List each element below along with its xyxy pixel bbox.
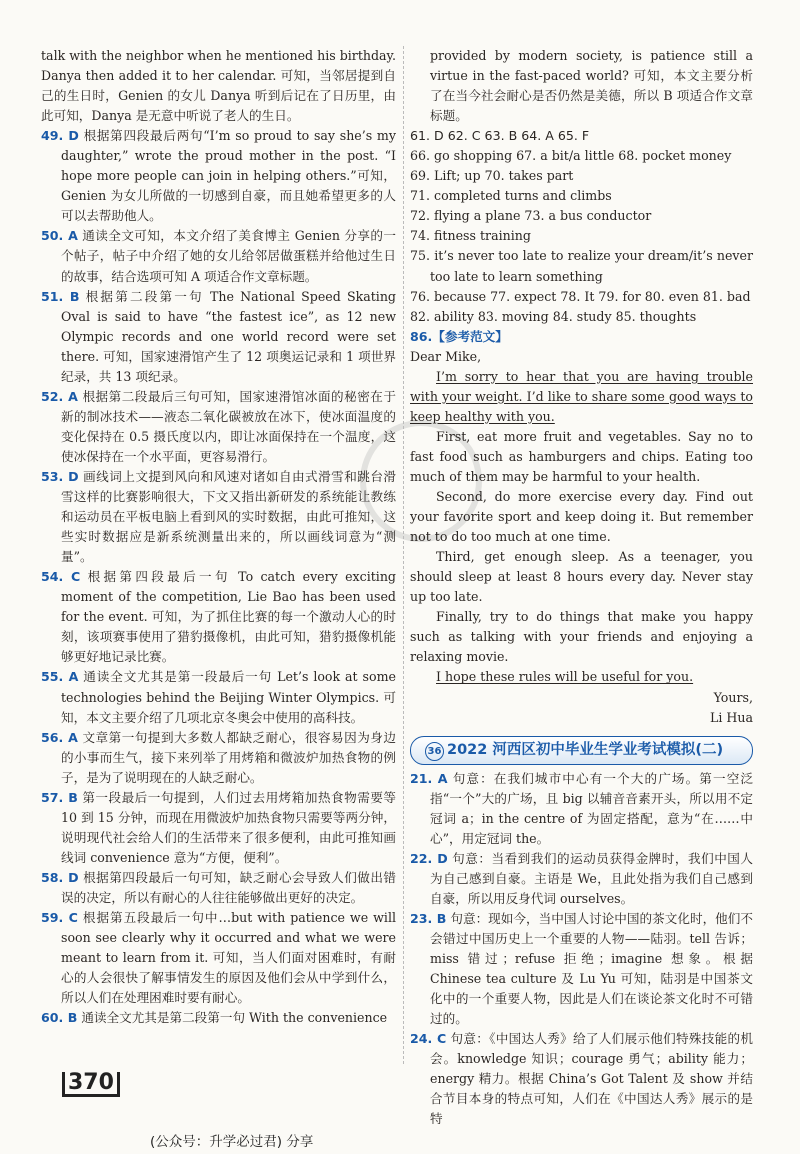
explanation-item: 55. A 通读全文尤其是第一段最后一句 Let’s look at some technologies behind the Beijing Winter Olympics. 可知，本文主要介绍了几项北京冬奥会中使用的高科技。 <box>41 669 396 725</box>
explanation-item: 52. A 根据第二段最后三句可知，国家速滑馆冰面的秘密在于新的制冰技术——液态二氧化碳被放在冰下，使冰面温度的变化保持在 0.5 摄氏度以内，即让冰面保持在一个温度，这使冰保持在一个水平面，更容易滑行。 <box>41 388 396 464</box>
explanation-item: 21. A 句意：在我们城市中心有一个大的广场。第一空泛指“一个”大的广场，且 big 以辅音音素开头，所以用不定冠词 a；in the centre of 为固定搭配，意为“在……中心”，用定冠词 the。 <box>410 770 754 846</box>
essay-paragraph: I’m sorry to hear that you are having trouble with your weight. I’d like to share some good ways to keep healthy with you. <box>410 368 753 424</box>
answer-row: 76. because 77. expect 78. It 79. for 80. even 81. bad <box>410 288 751 304</box>
explanation-item: 50. A 通读全文可知，本文介绍了美食博主 Genien 分享的一个帖子，帖子中介绍了她的女儿给邻居做蛋糕并给他过生日的故事，结合选项可知 A 项适合作文章标题。 <box>41 228 396 284</box>
answer-row: 66. go shopping 67. a bit/a little 68. pocket money <box>410 148 732 164</box>
explanation-item: 58. D 根据第四段最后一句可知，缺乏耐心会导致人们做出错误的决定，所以有耐心的人往往能够做出更好的决定。 <box>41 869 396 905</box>
explanation-item: 24. C 句意：《中国达人秀》给了人们展示他们特殊技能的机会。knowledge 知识；courage 勇气；ability 能力；energy 精力。根据 China’s Got Talent 及 show 并结合节目本身的特点可知，人们在《中国达人秀》展示的是特 <box>410 1031 754 1127</box>
left-column <box>41 46 396 1028</box>
explanation-item: 56. A 文章第一句提到大多数人都缺乏耐心，很容易因为身边的小事而生气，接下来列举了用烤箱和微波炉加热食物的例子，是为了说明现在的人缺乏耐心。 <box>41 729 396 785</box>
explanation-item: 59. C 根据第五段最后一句中…but with patience we will soon see clearly why it occurred and what we were meant to learn from it. 可知，当人们面对困难时，有耐心的人会很快了解事情发生的原因及他们会从中学到什么，所以人们在处理困难时要有耐心。 <box>41 910 396 1006</box>
essay-salutation: Dear Mike, <box>410 348 482 364</box>
answer-row: 61. D 62. C 63. B 64. A 65. F <box>410 128 590 144</box>
explanation-item: 57. B 第一段最后一句提到，人们过去用烤箱加热食物需要等 10 到 15 分钟，而现在用微波炉加热食物只需要等两分钟，说明现代社会给人们的生活带来了很多便利，由此可推知画线词 convenience 意为“方便，便利”。 <box>41 789 397 865</box>
essay-signature: Li Hua <box>710 709 753 725</box>
section-heading <box>410 736 753 765</box>
explanation-item: 60. B 通读全文尤其是第二段第一句 With the convenience <box>41 1010 388 1026</box>
answer-row: 82. ability 83. moving 84. study 85. thoughts <box>410 308 697 324</box>
explanation-item: talk with the neighbor when he mentioned his birthday. Danya then added it to her calendar. 可知，当邻居提到自己的生日时，Genien 的女儿 Danya 听到后记在了日历里，由此可知，Danya 是无意中听说了老人的生日。 <box>41 48 397 124</box>
explanation-item: 22. D 句意：当看到我们的运动员获得金牌时，我们中国人为自己感到自豪。主语是 We，且此处指为我们自己感到自豪，所以用反身代词 ourselves。 <box>410 850 753 906</box>
essay-paragraph: Third, get enough sleep. As a teenager, you should sleep at least 8 hours every day. Never stay up too late. <box>410 549 753 605</box>
explanation-item: 54. C 根据第四段最后一句 To catch every exciting moment of the competition, Lie Bao has been used for the event. 可知，为了抓住比赛的每一个激动人心的时刻，该项赛事使用了猎豹摄像机，由此可知，猎豹摄像机能够更好地记录比赛。 <box>41 569 396 665</box>
answer-row: 69. Lift; up 70. takes part <box>410 168 574 184</box>
essay-paragraph: Second, do more exercise every day. Find out your favorite sport and keep doing it. But remember not to do too much at one time. <box>410 489 753 545</box>
section-title: 2022 河西区初中毕业生学业考试模拟(二) <box>447 741 724 758</box>
explanation-item: 23. B 句意：现如今，当中国人讨论中国的茶文化时，他们不会错过中国历史上一个重要的人物——陆羽。tell 告诉；miss 错过；refuse 拒绝；imagine 想象。根据 Chinese tea culture 及 Lu Yu 可知，陆羽是中国茶文化中的一个重要人物，因此是人们在谈论茶文化时不可错过的。 <box>410 910 753 1027</box>
answer-row: 74. fitness training <box>410 228 531 244</box>
right-column <box>410 46 753 1129</box>
answer-row: 75. it’s never too late to realize your dream/it’s never too late to learn something <box>410 248 753 284</box>
answer-row: 71. completed turns and climbs <box>410 188 612 204</box>
essay-closing: Yours, <box>713 689 753 705</box>
footer-credit: (公众号：升学必过君) 分享 <box>150 1134 314 1150</box>
page-number: 370 <box>62 1070 120 1097</box>
explanation-item: 49. D 根据第四段最后两句“I’m so proud to say she’s my daughter,” wrote the proud mother in the post. “I hope more people can join in helping others.”可知，Genien 为女儿所做的一切感到自豪，而且她希望更多的人可以去帮助他人。 <box>41 128 396 224</box>
essay-paragraph: Finally, try to do things that make you happy such as talking with your friends and enjoying a relaxing movie. <box>410 609 753 665</box>
essay-label: 86.【参考范文】 <box>410 328 508 344</box>
answer-row: 72. flying a plane 73. a bus conductor <box>410 208 652 224</box>
column-divider <box>403 46 404 1064</box>
explanation-continuation: provided by modern society, is patience still a virtue in the fast-paced world? 可知，本文主要分析了在当今社会耐心是否仍然是美德，所以 B 项适合作文章标题。 <box>430 48 753 124</box>
section-number-badge: 36 <box>425 742 444 761</box>
explanation-item: 51. B 根据第二段第一句 The National Speed Skating Oval is said to have “the fastest ice”, as 12 new Olympic records and one world record were set there. 可知，国家速滑馆产生了 12 项奥运记录和 1 项世界纪录，共 13 项纪录。 <box>41 288 396 384</box>
essay-paragraph: First, eat more fruit and vegetables. Say no to fast food such as hamburgers and chips. Eating too much of them may be harmful to your health. <box>410 428 753 484</box>
essay-paragraph: I hope these rules will be useful for you. <box>436 669 694 685</box>
explanation-item: 53. D 画线词上文提到风向和风速对诸如自由式滑雪和跳台滑雪这样的比赛影响很大，下文又指出新研发的系统能让教练和运动员在平板电脑上看到风的实时数据，由此可推知，这些实时数据应是新系统测量出来的，所以画线词意为“测量”。 <box>41 468 396 565</box>
